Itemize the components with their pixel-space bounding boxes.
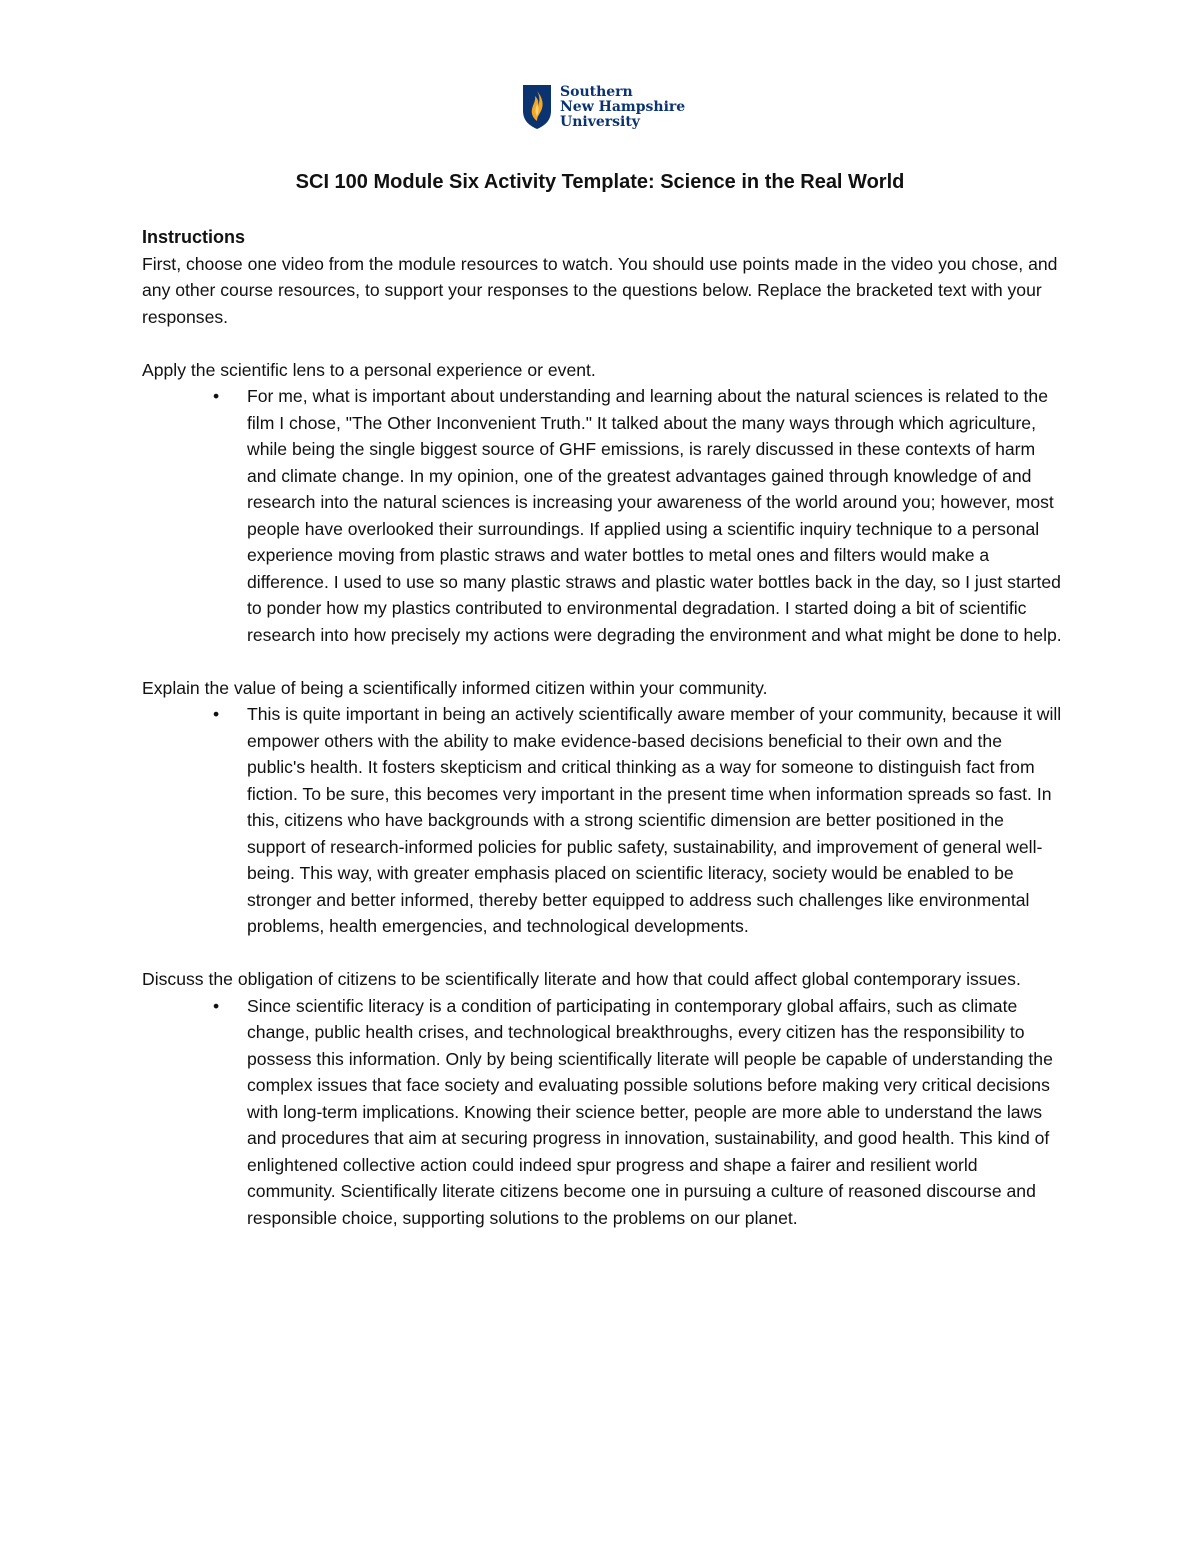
bullet-icon: • (213, 386, 220, 406)
university-logo (522, 84, 685, 130)
list-item (213, 993, 1062, 1232)
list-item (213, 701, 1062, 940)
answer-list-3 (142, 993, 1062, 1232)
section-prompt-3: Discuss the obligation of citizens to be scientifically literate and how that could affect global contemporary issues. (142, 969, 1021, 989)
instructions-text: First, choose one video from the module resources to watch. You should use points made in the video you chose, and any other course resources, to support your responses to the questions below. Replace the bracketed text with your responses. (142, 253, 1058, 327)
document-body (142, 224, 1062, 1231)
answer-list-1 (142, 383, 1062, 648)
answer-list-2 (142, 701, 1062, 940)
instructions-heading: Instructions (142, 227, 246, 247)
shield-flame-icon (522, 84, 552, 130)
answer-text-3: Since scientific literacy is a condition of participating in contemporary global affairs, such as climate change, public health crises, and technological breakthroughs, every citizen has the responsibility to possess this information. Only by being scientifically literate will people be capable of understanding the complex issues that face society and evaluating possible solutions before making very critical decisions with long-term implications. Knowing their science better, people are more able to understand the laws and procedures that aim at securing progress in innovation, sustainability, and good health. This kind of enlightened collective action could indeed spur progress and shape a fairer and resilient world community. Scientifically literate citizens become one in pursuing a culture of reasoned discourse and responsible choice, supporting solutions to the problems on our planet. (247, 995, 1053, 1228)
list-item (213, 383, 1062, 648)
spacer (142, 940, 1062, 967)
bullet-icon: • (213, 995, 220, 1016)
section-prompt-2: Explain the value of being a scientifically informed citizen within your community. (142, 677, 768, 698)
bullet-icon: • (213, 704, 220, 724)
answer-text-2: This is quite important in being an actively scientifically aware member of your community, because it will empower others with the ability to make evidence-based decisions beneficial to their own and the public's health. It fosters skepticism and critical thinking as a way for someone to distinguish fact from fiction. To be sure, this becomes very important in the present time when information spreads so fast. In this, citizens who have backgrounds with a strong scientific dimension are better positioned in the support of research-informed policies for public safety, sustainability, and improvement of general well-being. This way, with greater emphasis placed on scientific literacy, society would be enabled to be stronger and better informed, thereby better equipped to address such challenges like environmental problems, health emergencies, and technological developments. (247, 704, 1062, 936)
logo-line: University (560, 113, 640, 130)
spacer (142, 648, 1062, 675)
document-title: SCI 100 Module Six Activity Template: Science in the Real World (295, 171, 905, 193)
logo-wordmark (560, 85, 685, 130)
spacer (142, 330, 1062, 357)
logo-line: New Hampshire (560, 98, 686, 115)
section-prompt-1: Apply the scientific lens to a personal experience or event. (142, 359, 596, 380)
logo-line: Southern (560, 83, 633, 100)
answer-text-1: For me, what is important about understanding and learning about the natural sciences is related to the film I chose, "The Other Inconvenient Truth." It talked about the many ways through which agriculture, while being the single biggest source of GHF emissions, is rarely discussed in these contexts of harm and climate change. In my opinion, one of the greatest advantages gained through knowledge of and research into the natural sciences is increasing your awareness of the world around you; however, most people have overlooked their surroundings. If applied using a scientific inquiry technique to a personal experience moving from plastic straws and water bottles to metal ones and filters would make a difference. I used to use so many plastic straws and plastic water bottles back in the day, so I just started to ponder how my plastics contributed to environmental degradation. I started doing a bit of scientific research into how precisely my actions were degrading the environment and what might be done to help. (247, 386, 1062, 645)
